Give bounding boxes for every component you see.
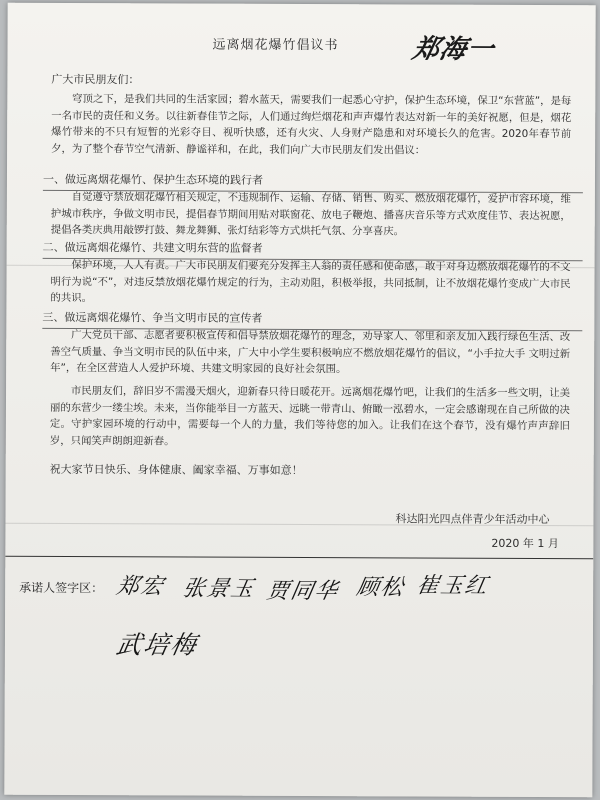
pledge-label: 承诺人签字区： (19, 580, 104, 596)
organization-name: 科达阳光四点伴青少年活动中心 (395, 512, 550, 527)
signature: 崔玉红 (414, 573, 492, 599)
paper-sheet (4, 3, 595, 798)
section-heading-3: 三、做远离烟花爆竹、争当文明市民的宣传者 (42, 309, 582, 331)
handwritten-signature-top: 郑海一 (409, 34, 498, 65)
section-text-3: 广大党员干部、志愿者要积极宣传和倡导禁放烟花爆竹的理念，劝导家人、邻里和亲友加入践行绿色生活、改善空气质量、争当文明市民的队伍中来，广大中小学生要积极响应不燃放烟花爆竹的倡议，“小手拉大手 文明过新年”，在全区营造人人爱护环境、共建文明家园的良好社会氛围。 (50, 329, 571, 376)
document-title: 远离烟花爆竹倡议书 (212, 37, 339, 54)
signature: 武培梅 (114, 630, 201, 660)
signature: 郑宏 (114, 574, 168, 600)
signature: 顾松 (354, 575, 408, 601)
pledge-signature-area (4, 556, 593, 798)
document-date: 2020 年 1 月 (491, 536, 559, 551)
closing-wishes: 祝大家节日快乐、身体健康、阖家幸福、万事如意！ (49, 462, 303, 478)
section-heading-2: 二、做远离烟花爆竹、共建文明东营的监督者 (43, 239, 583, 261)
salutation: 广大市民朋友们： (51, 72, 140, 87)
section-heading-1: 一、做远离烟花爆竹、保护生态环境的践行者 (43, 171, 583, 193)
section-text-2: 保护环境，人人有责。广大市民朋友们要充分发挥主人翁的责任感和使命感，敢于对身边燃放烟花爆竹的不文明行为说“不”，对违反禁放烟花爆竹规定的行为，主动劝阻，积极举报，共同抵制，让不放烟花爆竹变成广大市民的共识。 (50, 259, 571, 305)
intro-paragraph: 穹顶之下，是我们共同的生活家园；碧水蓝天，需要我们一起悉心守护，保护生态环境，保卫“东营蓝”，是每一名市民的责任和义务。以往新春佳节之际，人们通过绚烂烟花和声声爆竹表达对新一年的美好祝愿，但是，烟花爆竹带来的不只有短暂的光彩夺目、视听快感，还有火灾、人身财产隐患和对环境长久的危害。2020年春节前夕，为了整个春节空气清新、静谧祥和，在此，我们向广大市民朋友们发出倡议： (51, 93, 572, 157)
conclusion-paragraph: 市民朋友们，辞旧岁不需漫天烟火，迎新春只待日暖花开。远离烟花爆竹吧，让我们的生活多一些文明，让美丽的东营少一缕尘埃。未来，当你能举目一方蓝天、远眺一带青山、俯瞰一泓碧水，一定会感谢现在自己所做的决定。守护家园环境的行动中，需要每一个人的力量，我们等待您的加入。让我们在这个春节，没有爆竹声声辞旧岁，只闻笑声朗朗迎新春。 (49, 385, 571, 447)
signature: 贾同华 (264, 578, 342, 605)
section-text-1: 自觉遵守禁放烟花爆竹相关规定，不违规制作、运输、存储、销售、购买、燃放烟花爆竹，爱护市容环境，维护城市秩序，争做文明市民，提倡春节期间用贴对联窗花、放电子鞭炮、播喜庆音乐等方式欢度佳节、表达祝愿，提倡各类庆典用敲锣打鼓、舞龙舞狮、张灯结彩等方式烘托气氛、分享喜庆。 (50, 191, 571, 238)
signature: 张景玉 (180, 576, 258, 602)
